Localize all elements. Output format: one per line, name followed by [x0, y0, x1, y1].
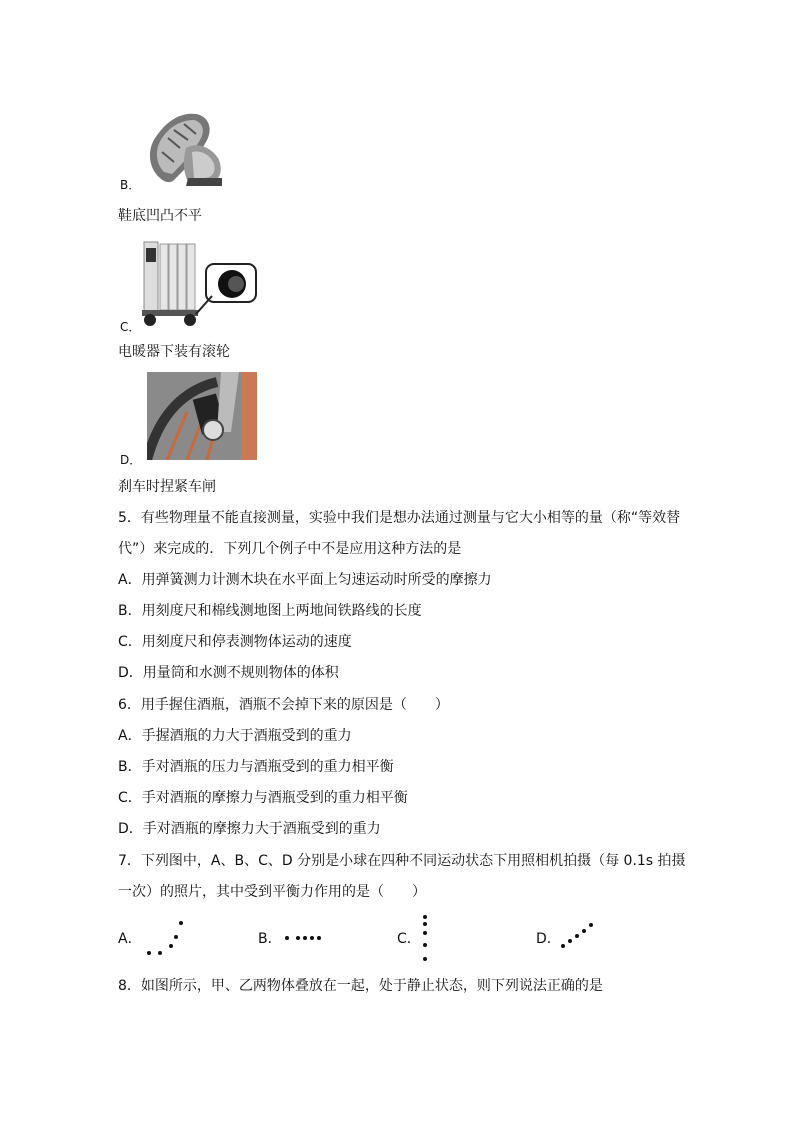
q5-option-c: C．用刻度尺和停表测物体运动的速度: [118, 634, 352, 650]
option-c-letter: C．: [120, 320, 141, 334]
q6-stem: 6．用手握住酒瓶，酒瓶不会掉下来的原因是（ ）: [118, 697, 449, 713]
option-d-caption: 刹车时捏紧车闸: [118, 479, 216, 495]
q7-diagram-b: [284, 930, 328, 946]
q7-label-b: B．: [258, 931, 282, 947]
q5-option-d: D．用量筒和水测不规则物体的体积: [118, 665, 339, 681]
option-c-caption: 电暖器下装有滚轮: [118, 344, 230, 360]
q7-diagram-a: [144, 916, 188, 960]
q7-label-a: A．: [118, 931, 142, 947]
q7-stem-line2: 一次）的照片，其中受到平衡力作用的是（ ）: [118, 884, 426, 900]
option-b-caption: 鞋底凹凸不平: [118, 208, 202, 224]
q6-option-d: D．手对酒瓶的摩擦力大于酒瓶受到的重力: [118, 821, 381, 837]
shoe-sole-photo: [140, 108, 226, 188]
q7-stem-line1: 7．下列图中，A、B、C、D 分别是小球在四种不同运动状态下用照相机拍摄（每 0.1s 拍摄: [118, 853, 686, 869]
q7-label-c: C．: [397, 931, 421, 947]
q6-option-a: A．手握酒瓶的力大于酒瓶受到的重力: [118, 728, 352, 744]
q5-option-b: B．用刻度尺和棉线测地图上两地间铁路线的长度: [118, 603, 422, 619]
bicycle-brake-photo: [147, 372, 257, 460]
q6-option-b: B．手对酒瓶的压力与酒瓶受到的重力相平衡: [118, 759, 394, 775]
q7-diagram-c: [418, 912, 432, 964]
q5-stem-line2: 代”）来完成的．下列几个例子中不是应用这种方法的是: [118, 541, 462, 557]
q8-stem: 8．如图所示，甲、乙两物体叠放在一起，处于静止状态，则下列说法正确的是: [118, 978, 603, 994]
q7-diagram-d: [558, 918, 598, 952]
q6-option-c: C．手对酒瓶的摩擦力与酒瓶受到的重力相平衡: [118, 790, 408, 806]
q5-option-a: A．用弹簧测力计测木块在水平面上匀速运动时所受的摩擦力: [118, 572, 492, 588]
electric-heater-photo: [140, 238, 260, 328]
option-b-letter: B．: [120, 178, 141, 192]
q7-label-d: D．: [536, 931, 561, 947]
option-d-letter: D．: [120, 453, 142, 467]
q5-stem-line1: 5．有些物理量不能直接测量，实验中我们是想办法通过测量与它大小相等的量（称“等效替: [118, 510, 681, 526]
